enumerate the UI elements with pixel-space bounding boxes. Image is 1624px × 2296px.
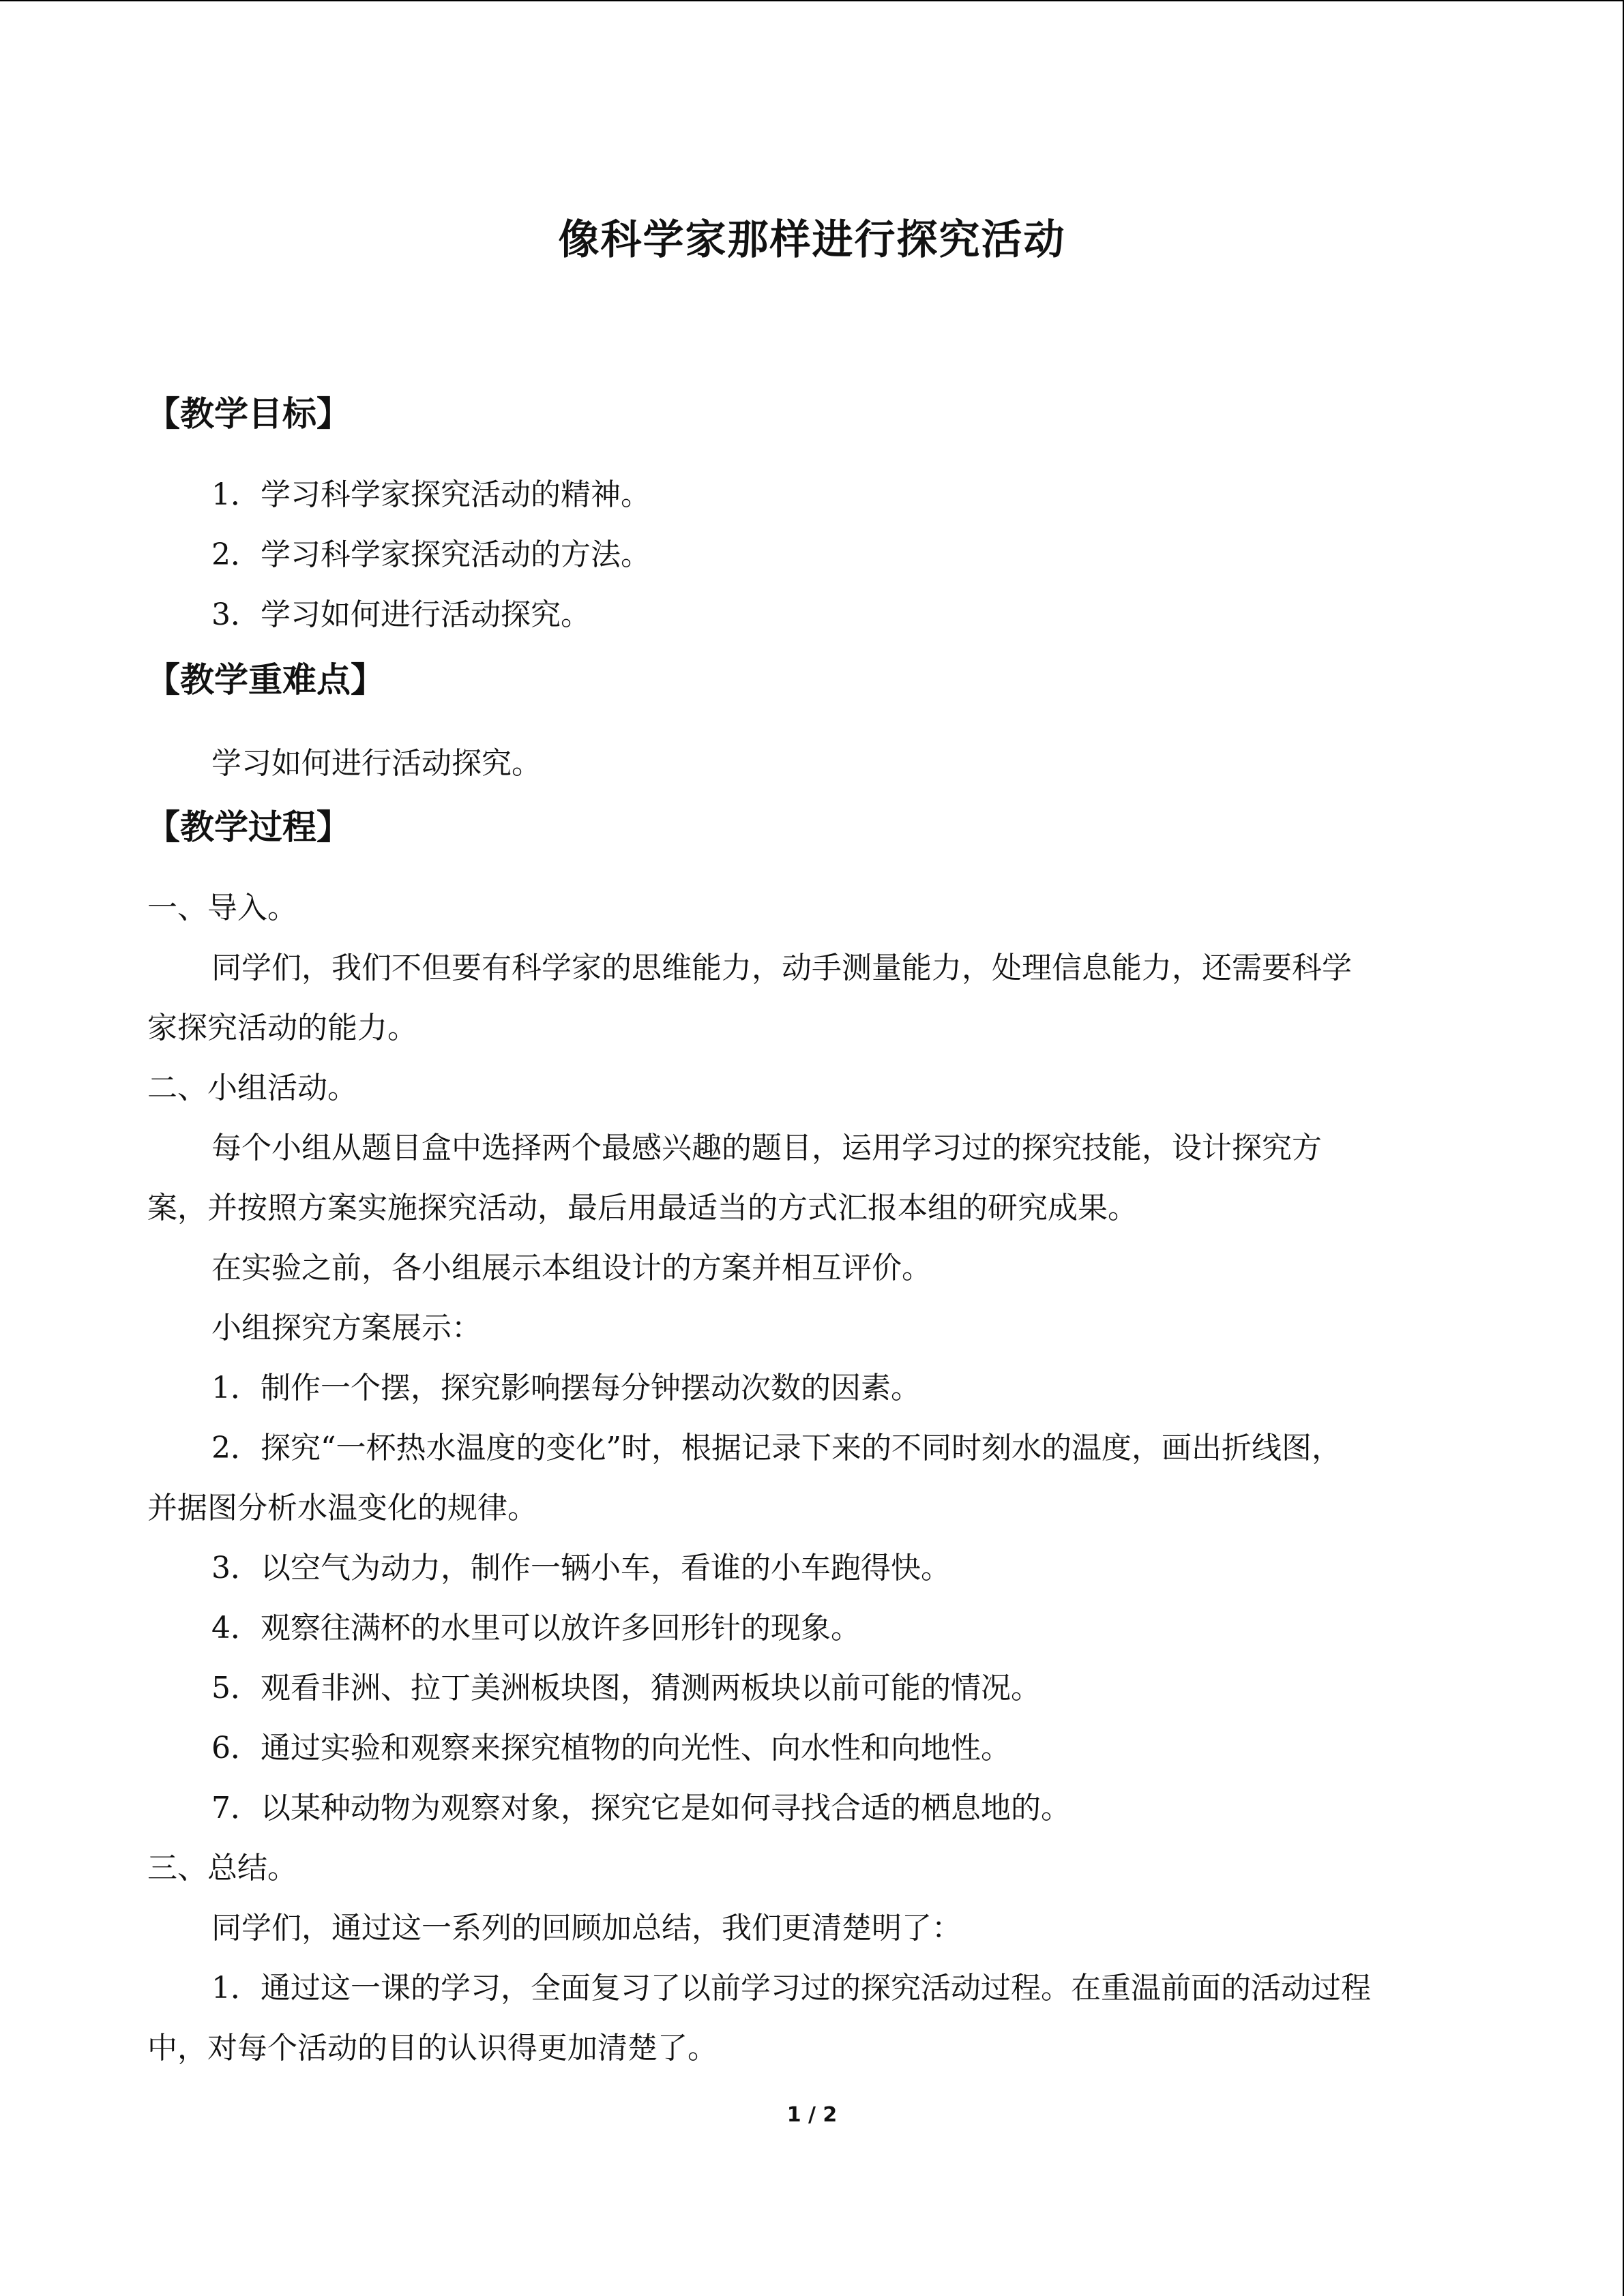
list-item-continuation: 中，对每个活动的目的认识得更加清楚了。	[147, 2031, 718, 2066]
section-title-group-activity: 二、小组活动。	[147, 1071, 357, 1105]
list-item: 4．观察往满杯的水里可以放许多回形针的现象。	[211, 1611, 861, 1645]
list-item: 1．制作一个摆，探究影响摆每分钟摆动次数的因素。	[211, 1371, 921, 1405]
heading-key-points: 【教学重难点】	[146, 660, 385, 700]
section-title-intro: 一、导入。	[147, 891, 297, 925]
list-item: 7．以某种动物为观察对象，探究它是如何寻找合适的栖息地的。	[211, 1791, 1071, 1825]
paragraph-line: 每个小组从题目盒中选择两个最感兴趣的题目，运用学习过的探究技能，设计探究方	[211, 1131, 1322, 1165]
paragraph-line: 同学们，通过这一系列的回顾加总结，我们更清楚明了：	[211, 1911, 962, 1945]
paragraph-line: 在实验之前，各小组展示本组设计的方案并相互评价。	[211, 1251, 932, 1285]
heading-objectives: 【教学目标】	[146, 394, 351, 434]
heading-process: 【教学过程】	[146, 807, 351, 847]
page-title: 像科学家那样进行探究活动	[558, 216, 1066, 264]
page-number: 1 / 2	[786, 2103, 838, 2127]
list-item: 5．观看非洲、拉丁美洲板块图，猜测两板块以前可能的情况。	[211, 1671, 1041, 1705]
objective-item-3: 3．学习如何进行活动探究。	[211, 597, 591, 632]
list-item: 6．通过实验和观察来探究植物的向光性、向水性和向地性。	[211, 1731, 1011, 1765]
list-item: 3．以空气为动力，制作一辆小车，看谁的小车跑得快。	[211, 1551, 951, 1585]
objective-item-2: 2．学习科学家探究活动的方法。	[211, 537, 651, 572]
list-item-continuation: 并据图分析水温变化的规律。	[147, 1491, 537, 1525]
list-item: 1．通过这一课的学习，全面复习了以前学习过的探究活动过程。在重温前面的活动过程	[211, 1971, 1371, 2006]
paragraph-line: 家探究活动的能力。	[147, 1011, 417, 1045]
paragraph-line: 小组探究方案展示：	[211, 1311, 482, 1345]
objective-item-1: 1．学习科学家探究活动的精神。	[211, 477, 651, 512]
paragraph-line: 同学们，我们不但要有科学家的思维能力，动手测量能力，处理信息能力，还需要科学	[211, 951, 1352, 985]
section-title-summary: 三、总结。	[147, 1851, 297, 1885]
key-points-text: 学习如何进行活动探究。	[211, 746, 542, 781]
list-item: 2．探究“一杯热水温度的变化”时，根据记录下来的不同时刻水的温度，画出折线图，	[211, 1431, 1342, 1465]
paragraph-line: 案，并按照方案实施探究活动，最后用最适当的方式汇报本组的研究成果。	[147, 1191, 1138, 1225]
